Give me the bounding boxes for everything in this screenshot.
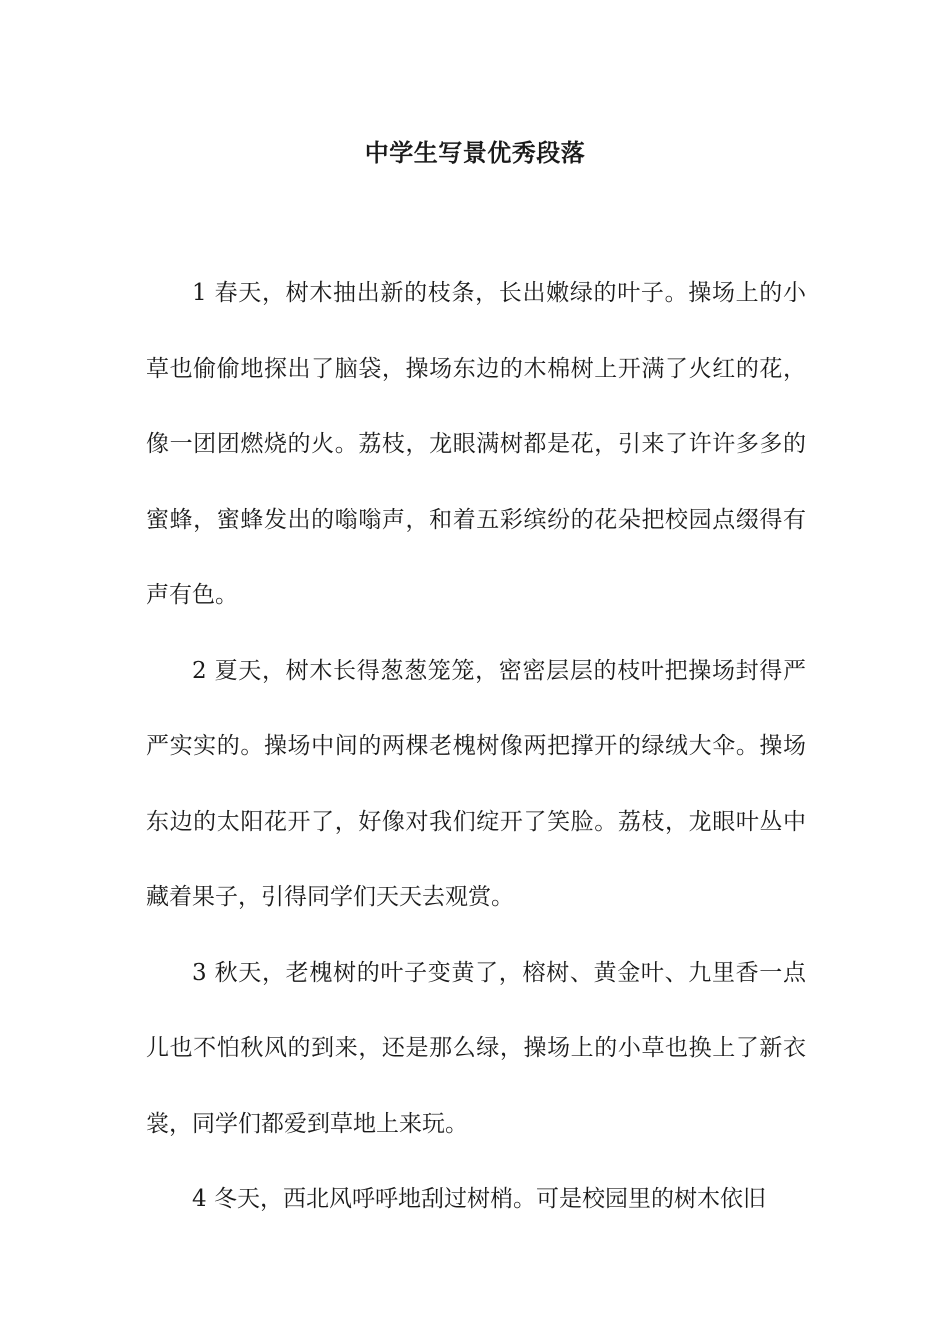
paragraph-spring: 1 春天，树木抽出新的枝条，长出嫩绿的叶子。操场上的小草也偷偷地探出了脑袋，操场东边的木棉树上开满了火红的花，像一团团燃烧的火。荔枝，龙眼满树都是花，引来了许许多多的蜜蜂，蜜蜂发出的嗡嗡声，和着五彩缤纷的花朵把校园点缀得有声有色。 <box>146 280 806 608</box>
paragraph-summer: 2 夏天，树木长得葱葱笼笼，密密层层的枝叶把操场封得严严实实的。操场中间的两棵老槐树像两把撑开的绿绒大伞。操场东边的太阳花开了，好像对我们绽开了笑脸。荔枝，龙眼叶丛中藏着果子，引得同学们天天去观赏。 <box>146 657 806 910</box>
paragraph-winter: 4 冬天，西北风呼呼地刮过树梢。可是校园里的树木依旧 <box>192 1186 766 1212</box>
paragraph-autumn: 3 秋天，老槐树的叶子变黄了，榕树、黄金叶、九里香一点儿也不怕秋风的到来，还是那么绿，操场上的小草也换上了新衣裳，同学们都爱到草地上来玩。 <box>146 959 806 1137</box>
document-body <box>146 256 806 1238</box>
document-title: 中学生写景优秀段落 <box>364 138 586 167</box>
